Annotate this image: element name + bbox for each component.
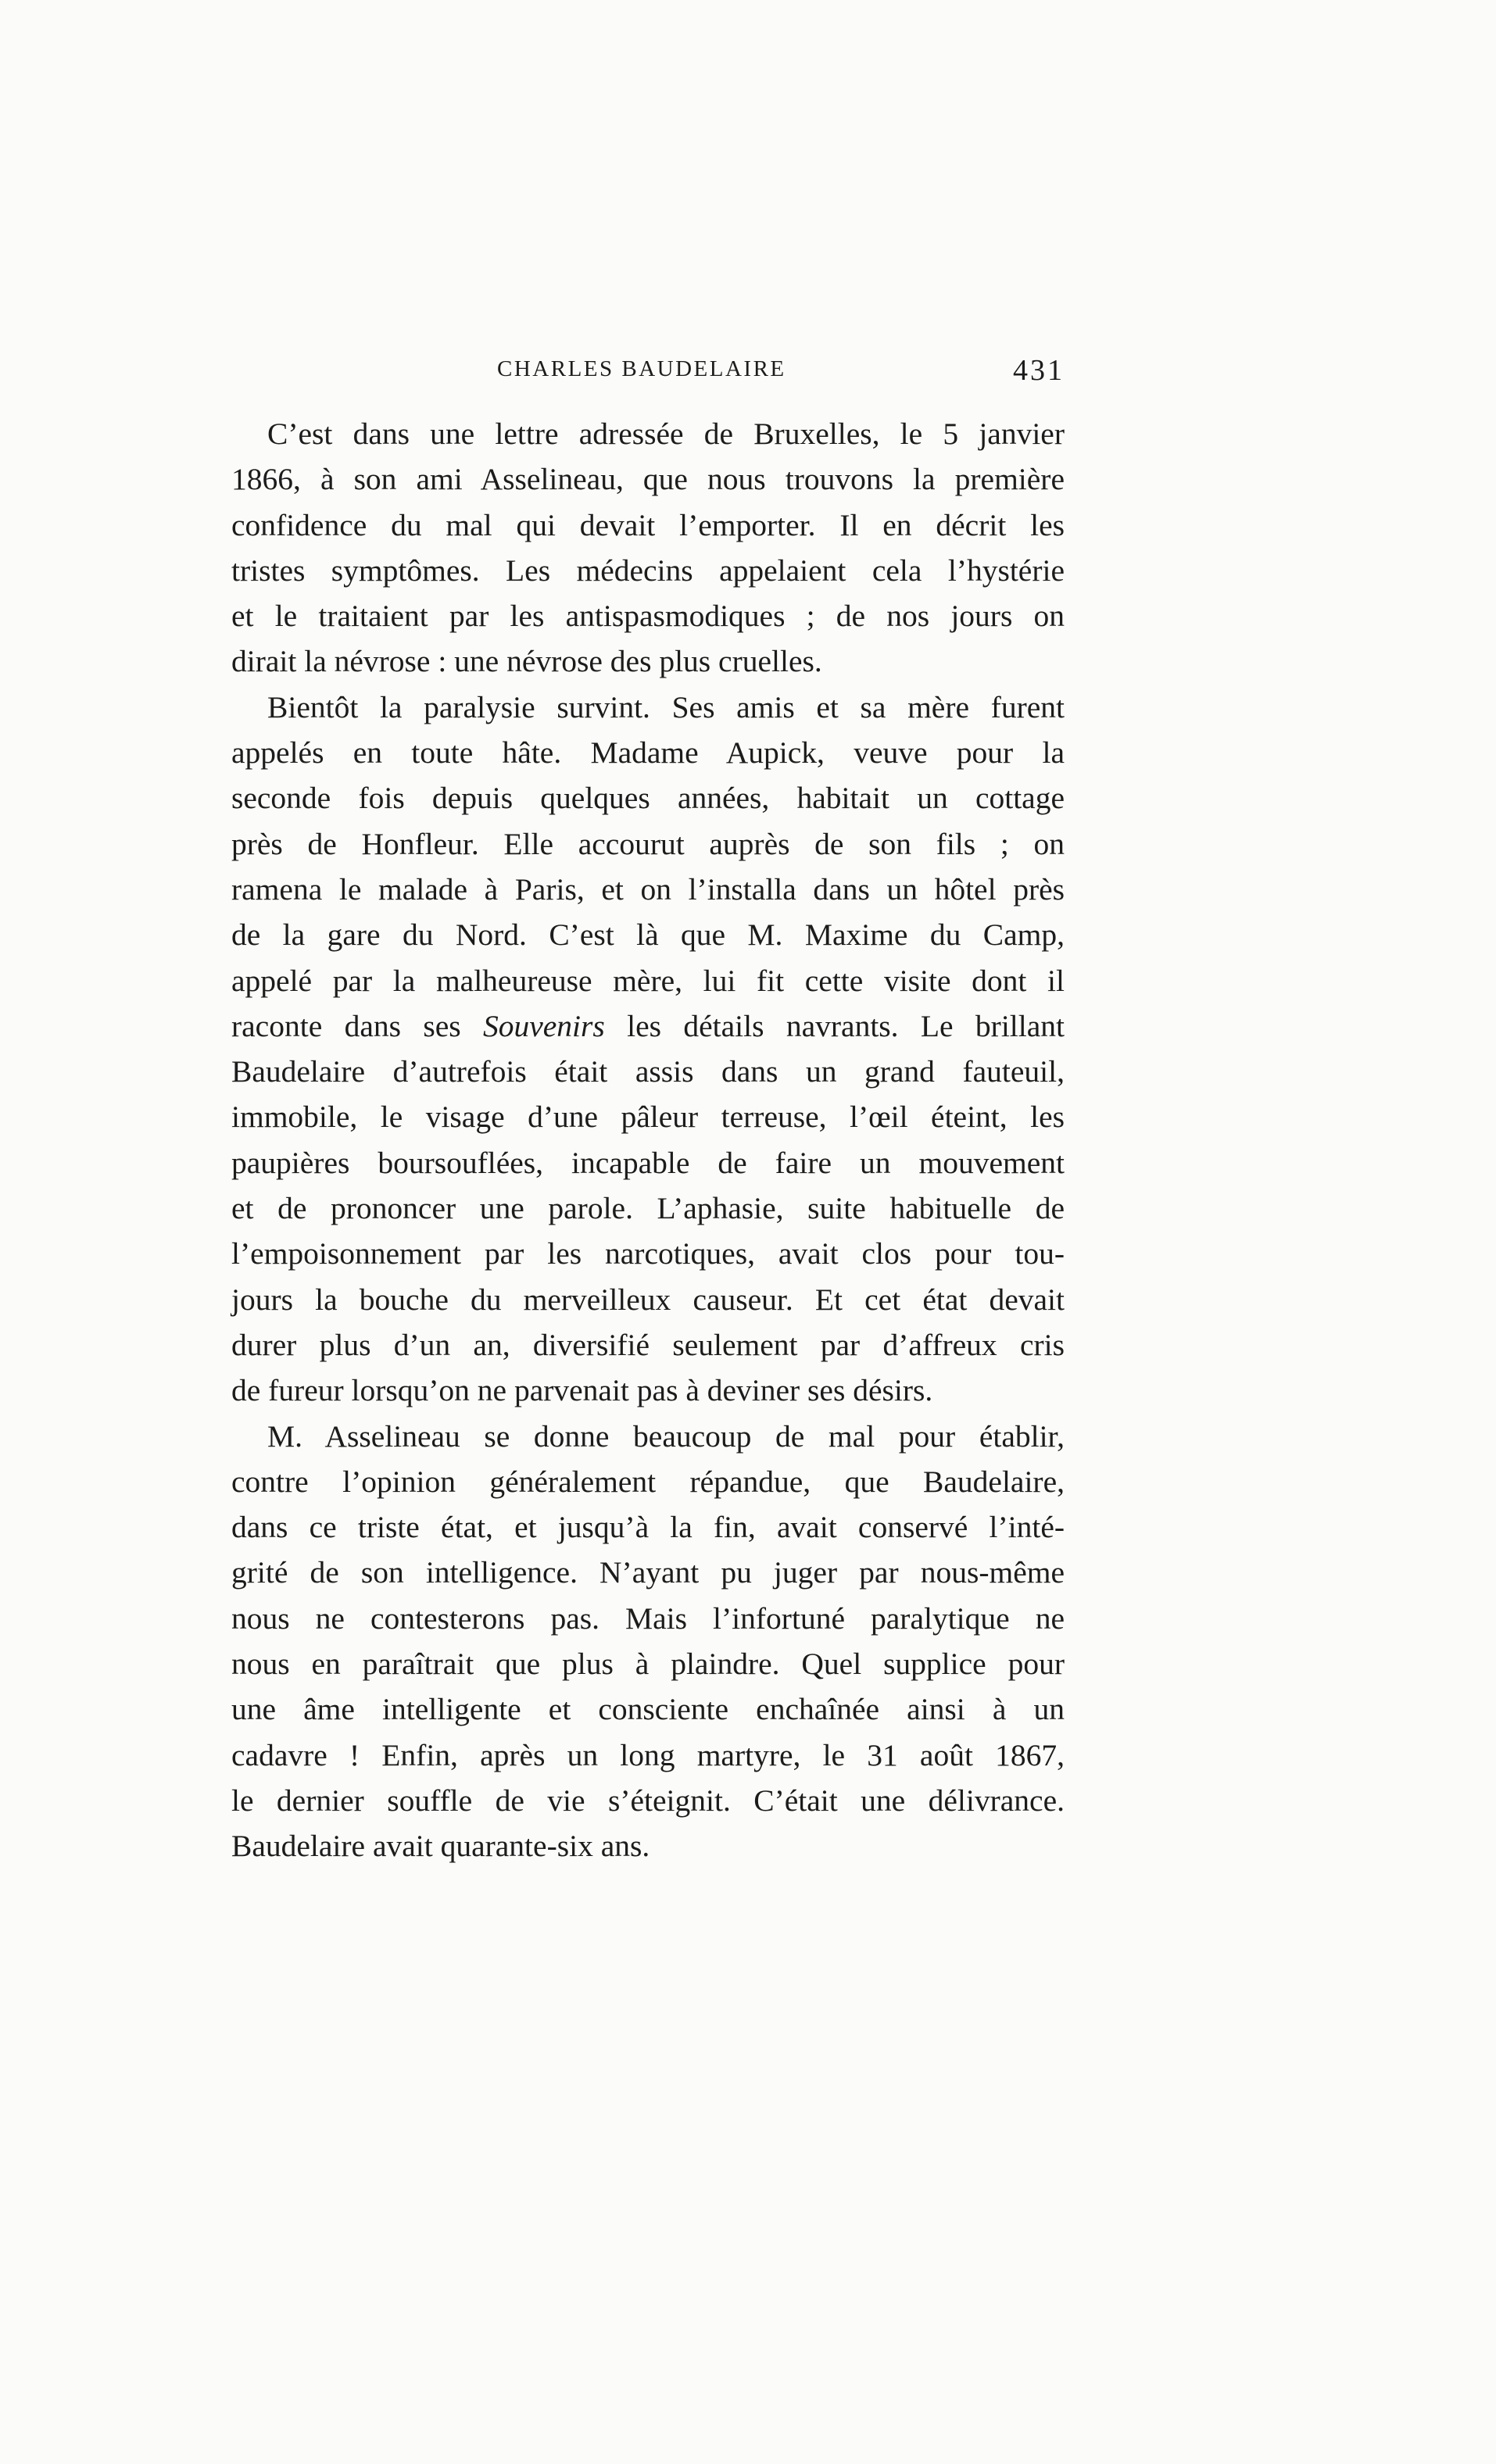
text-line: cadavre ! Enfin, après un long martyre, le 31 août 1867, (231, 1737, 1065, 1772)
text-line: une âme intelligente et consciente enchaînée ainsi à un (231, 1692, 1065, 1727)
text-line: grité de son intelligence. N’ayant pu juger par nous-même (231, 1555, 1065, 1590)
running-title: CHARLES BAUDELAIRE (497, 356, 786, 381)
text-line: le dernier souffle de vie s’éteignit. C’était une délivrance. (231, 1783, 1065, 1818)
text-segment: les détails navrants. Le brillant (627, 1008, 1065, 1043)
text-segment: raconte dans ses (231, 1008, 461, 1043)
text-line: appelé par la malheureuse mère, lui fit cette visite dont il (231, 963, 1065, 998)
text-line: contre l’opinion généralement répandue, que Baudelaire, (231, 1464, 1065, 1499)
book-title: Souvenirs (482, 1008, 605, 1043)
text-line: C’est dans une lettre adressée de Bruxelles, le 5 janvier (267, 417, 1065, 451)
text-line: tristes symptômes. Les médecins appelaient cela l’hystérie (231, 553, 1065, 588)
text-line: Baudelaire avait quarante-six ans. (231, 1829, 650, 1864)
text-line: dirait la névrose : une névrose des plus cruelles. (231, 644, 822, 679)
text-line: nous en paraîtrait que plus à plaindre. Quel supplice pour (231, 1647, 1065, 1682)
text-line: et de prononcer une parole. L’aphasie, suite habituelle de (231, 1191, 1065, 1226)
text-line-with-title (231, 1003, 1065, 1049)
text-line: et le traitaient par les antispasmodiques ; de nos jours on (231, 599, 1065, 634)
text-line: près de Honfleur. Elle accourut auprès de son fils ; on (231, 826, 1065, 861)
text-line: de fureur lorsqu’on ne parvenait pas à deviner ses désirs. (231, 1373, 933, 1408)
paragraph-3 (231, 1414, 1065, 1869)
body-text (231, 411, 1065, 1869)
text-line: l’empoisonnement par les narcotiques, avait clos pour tou- (231, 1236, 1065, 1271)
text-line: jours la bouche du merveilleux causeur. Et cet état devait (231, 1282, 1065, 1317)
text-line: nous ne contesterons pas. Mais l’infortuné paralytique ne (231, 1600, 1065, 1636)
text-line: immobile, le visage d’une pâleur terreuse, l’œil éteint, les (231, 1100, 1065, 1135)
text-line: ramena le malade à Paris, et on l’installa dans un hôtel près (231, 871, 1065, 907)
text-line: de la gare du Nord. C’est là que M. Maxime du Camp, (231, 917, 1065, 953)
text-line: paupières boursouflées, incapable de faire un mouvement (231, 1145, 1065, 1180)
text-line: Bientôt la paralysie survint. Ses amis et sa mère furent (267, 689, 1065, 724)
text-line: durer plus d’un an, diversifié seulement par d’affreux cris (231, 1327, 1065, 1362)
page-number: 431 (1013, 354, 1065, 387)
text-line: seconde fois depuis quelques années, habitait un cottage (231, 781, 1065, 816)
text-line: appelés en toute hâte. Madame Aupick, veuve pour la (231, 735, 1065, 771)
text-line: 1866, à son ami Asselineau, que nous trouvons la première (231, 462, 1065, 497)
paragraph-1 (231, 411, 1065, 685)
paragraph-2 (231, 685, 1065, 1414)
text-line: dans ce triste état, et jusqu’à la fin, avait conservé l’inté- (231, 1510, 1065, 1545)
text-line: M. Asselineau se donne beaucoup de mal pour établir, (267, 1418, 1065, 1454)
running-head (231, 353, 1065, 400)
text-line: Baudelaire d’autrefois était assis dans un grand fauteuil, (231, 1054, 1065, 1089)
text-line: confidence du mal qui devait l’emporter. Il en décrit les (231, 507, 1065, 542)
